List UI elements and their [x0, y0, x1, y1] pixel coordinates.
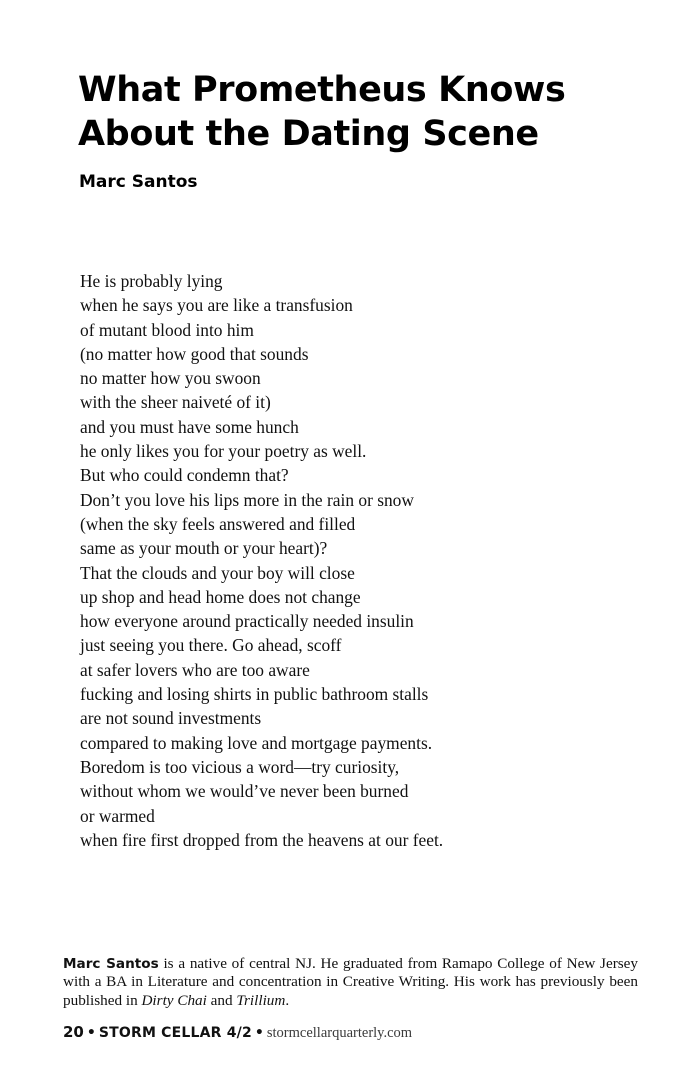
- poem-line: Don’t you love his lips more in the rain or snow: [80, 489, 414, 510]
- title-line-1: What Prometheus Knows: [78, 70, 566, 110]
- poem-line: of mutant blood into him: [80, 319, 254, 340]
- poem-line: and you must have some hunch: [80, 416, 299, 437]
- poem-line: (no matter how good that sounds: [80, 343, 309, 364]
- bio-text-3: .: [285, 991, 290, 1009]
- poem-body: [80, 269, 650, 852]
- footer-issue: STORM CELLAR 4/2: [98, 1025, 252, 1041]
- poem-line: same as your mouth or your heart)?: [80, 538, 328, 559]
- footer-separator-1: •: [86, 1025, 96, 1041]
- poem-line: or warmed: [80, 805, 155, 826]
- poem-line: Boredom is too vicious a word—try curiosity,: [80, 756, 400, 777]
- contributor-bio: [63, 955, 638, 1010]
- poem-line: when he says you are like a transfusion: [80, 295, 353, 316]
- poem-line: are not sound investments: [80, 708, 262, 729]
- bio-italic-title-1: Dirty Chai: [141, 991, 207, 1009]
- footer-website: stormcellarquarterly.com: [266, 1025, 413, 1041]
- poem-line: up shop and head home does not change: [80, 586, 361, 607]
- poem-line: just seeing you there. Go ahead, scoff: [80, 635, 342, 656]
- bio-italic-title-2: Trillium: [236, 991, 286, 1009]
- poem-line: But who could condemn that?: [80, 465, 289, 486]
- poem-line: without whom we would’ve never been burned: [80, 781, 409, 802]
- bio-text-2: and: [206, 991, 237, 1009]
- bio-text-1: is a native of central NJ. He graduated from Ramapo College of New Jersey with a BA in Literature and concentration in Creative Writing. His work has previously been published in: [63, 955, 639, 1009]
- title-line-2: About the Dating Scene: [78, 114, 539, 154]
- bio-author-name: Marc Santos: [63, 956, 159, 972]
- author-name: Marc Santos: [79, 172, 198, 192]
- footer-page-number: 20: [63, 1023, 84, 1041]
- poem-line: he only likes you for your poetry as well.: [80, 441, 367, 462]
- poem-line: with the sheer naiveté of it): [80, 392, 271, 413]
- footer-separator-2: •: [254, 1025, 264, 1041]
- poem-line: fucking and losing shirts in public bathroom stalls: [80, 684, 429, 705]
- poem-line: That the clouds and your boy will close: [80, 562, 355, 583]
- poem-line: compared to making love and mortgage payments.: [80, 732, 433, 753]
- poem-line: He is probably lying: [80, 271, 223, 291]
- poem-line: at safer lovers who are too aware: [80, 659, 310, 680]
- poem-line: (when the sky feels answered and filled: [80, 513, 356, 534]
- poem-line: when fire first dropped from the heavens at our feet.: [80, 829, 444, 850]
- page-footer: [63, 1022, 638, 1043]
- page-title: [78, 68, 638, 156]
- poem-line: how everyone around practically needed insulin: [80, 611, 414, 632]
- poem-line: no matter how you swoon: [80, 368, 261, 389]
